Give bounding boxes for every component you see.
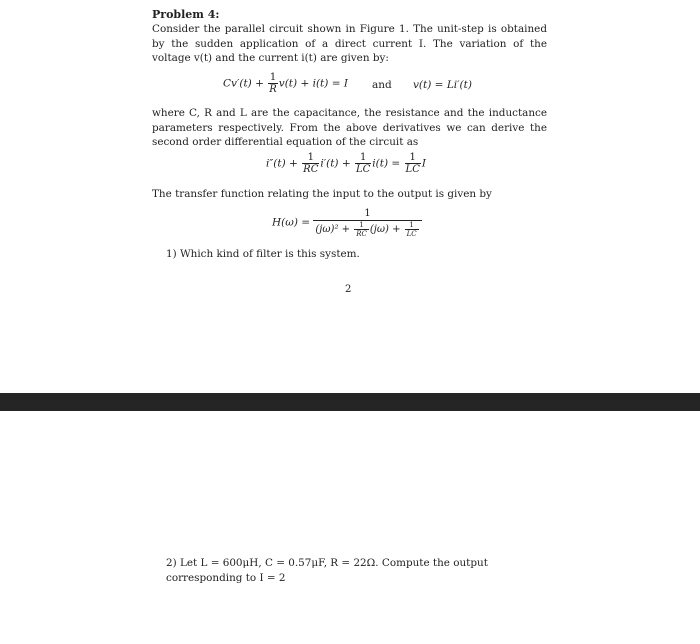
h-den-fraction-2 [405,221,419,238]
h-den-frac2-num: 1 [409,221,414,229]
de-frac2-den: LC [356,164,371,175]
problem-intro: Consider the parallel circuit shown in Figure 1. The unit-step is obtained by the sudden application of a direct current I. The variation of the voltage v(t) and the current i(t) are given by: [152,23,547,64]
de-frac3-num: 1 [409,152,416,163]
de-frac1-den: RC [303,164,319,175]
equation-and: and [372,79,392,91]
page-separator [0,393,700,411]
de-part2: i′(t) + [320,157,354,170]
de-fraction-3 [405,152,421,175]
h-den-frac1-num: 1 [359,221,364,229]
equation-transfer-function [272,207,422,238]
h-den-a: (jω)² + [315,224,354,235]
problem-title: Problem 4: [152,8,220,21]
h-den-frac2-den: LC [406,230,417,238]
equation-kirchhoff [223,72,348,95]
de-fraction-2 [355,152,371,175]
equation-inductor [413,79,472,91]
h-den-frac1-den: RC [356,230,367,238]
eq1-frac-num: 1 [269,72,277,83]
problem-description: where C, R and L are the capacitance, the resistance and the inductance parameters respectively. From the above derivatives we can derive the second order differential equation of the circuit as [152,107,547,148]
question-1: 1) Which kind of filter is this system. [166,248,360,260]
equation-differential [266,152,426,175]
de-part3: i(t) = [372,157,404,170]
h-fraction [313,207,421,238]
h-num: 1 [364,208,371,219]
page-number: 2 [345,284,352,295]
h-den-fraction-1 [354,221,369,238]
h-left: H(ω) = [272,216,314,229]
de-part1: i″(t) + [266,157,302,170]
de-part4: I [421,157,426,170]
eq1-right: v(t) + i(t) = I [278,77,348,90]
de-frac2-num: 1 [359,152,367,163]
eq2-text: v(t) = Li′(t) [413,79,472,91]
transfer-text: The transfer function relating the input to the output is given by [152,188,492,200]
eq1-fraction [268,72,278,95]
de-frac1-num: 1 [307,152,314,163]
eq1-left: Cv′(t) + [223,77,268,90]
h-den-b: (jω) + [369,224,404,235]
de-frac3-den: LC [405,164,420,175]
h-denominator [313,220,421,238]
question-2: 2) Let L = 600μH, C = 0.57μF, R = 22Ω. Compute the output corresponding to I = 2 [166,557,488,584]
de-fraction-1 [302,152,319,175]
eq1-frac-den: R [269,84,277,95]
